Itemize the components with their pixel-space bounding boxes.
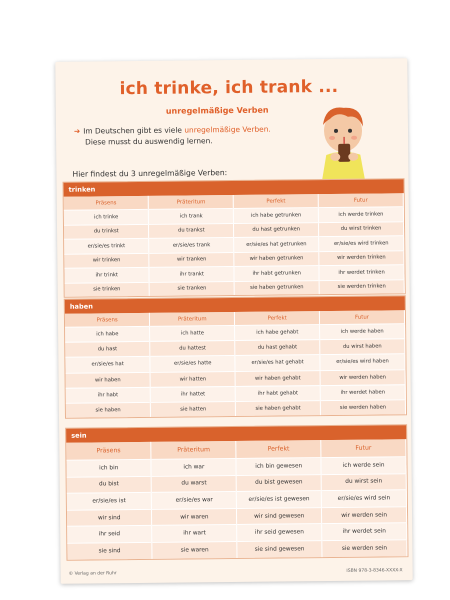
column-header: Präteritum: [151, 441, 236, 459]
table-cell: sie trinken: [65, 282, 150, 297]
column-header: Perfekt: [236, 440, 321, 458]
table-cell: sie haben getrunken: [234, 280, 319, 295]
table-cell: er/sie/es wird haben: [320, 354, 405, 370]
table-cell: ihr trinkt: [64, 267, 149, 282]
table-cell: wir haben: [66, 372, 151, 388]
table-cell: wir haben getrunken: [234, 251, 319, 266]
column-header: Perfekt: [233, 194, 318, 208]
table-cell: er/sie/es hatte: [150, 356, 235, 372]
table-row: [67, 540, 407, 560]
table-cell: sie werden trinken: [319, 279, 404, 294]
table-cell: er/sie/es hat gehabt: [235, 355, 320, 371]
column-header: Präsens: [65, 313, 150, 327]
intro-highlight: unregelmäßige Verben.: [184, 124, 271, 135]
table-cell: ihr seid: [67, 526, 152, 543]
table-cell: ihr werdet trinken: [319, 265, 404, 280]
conjugation-table: [64, 193, 405, 297]
table-cell: du wirst haben: [320, 339, 405, 355]
section-title: trinken: [64, 179, 404, 197]
table-cell: ich war: [151, 458, 236, 475]
section-sein: [65, 424, 408, 560]
table-cell: du bist: [67, 476, 152, 493]
table-cell: ihr werdet sein: [322, 523, 407, 540]
table-cell: ihr hattet: [151, 386, 236, 402]
table-row: [66, 400, 406, 418]
conjugation-table: [65, 310, 406, 418]
table-cell: ihr habt gehabt: [235, 385, 320, 401]
table-cell: sie sind: [67, 542, 152, 559]
table-cell: ich bin: [66, 459, 151, 476]
column-header: Präteritum: [150, 312, 235, 326]
table-row: [65, 279, 405, 297]
table-cell: sie haben: [66, 402, 151, 418]
intro-part-1: Im Deutschen gibt es viele: [83, 125, 185, 136]
table-cell: du warst: [151, 475, 236, 492]
table-cell: ich habe: [65, 326, 150, 342]
boy-drinking-illustration: [308, 98, 379, 189]
table-cell: er/sie/es wird trinken: [319, 236, 404, 251]
table-cell: sie waren: [152, 541, 237, 558]
table-cell: ihr habt: [66, 387, 151, 403]
table-cell: sie werden sein: [322, 540, 407, 557]
table-cell: er/sie/es war: [152, 492, 237, 509]
table-cell: du bist gewesen: [236, 474, 321, 491]
poster-title: ich trinke, ich trank ...: [119, 76, 339, 100]
poster: [55, 58, 412, 584]
table-cell: du hast gehabt: [235, 340, 320, 356]
table-cell: ihr wart: [152, 525, 237, 542]
table-cell: ich trank: [149, 208, 234, 223]
arrow-icon: ➔: [73, 126, 81, 136]
section-haben: [64, 295, 407, 419]
table-cell: ich werde trinken: [318, 207, 403, 222]
section-title: haben: [65, 296, 405, 314]
column-header: Perfekt: [235, 311, 320, 325]
table-cell: ihr habt getrunken: [234, 266, 319, 281]
table-cell: ich habe getrunken: [234, 208, 319, 223]
table-cell: ich bin gewesen: [236, 458, 321, 475]
section-trinken: [63, 178, 406, 298]
column-header: Präsens: [66, 442, 151, 460]
table-cell: er/sie/es ist: [67, 493, 152, 510]
poster-subtitle: unregelmäßige Verben: [165, 105, 269, 116]
table-cell: du hattest: [150, 341, 235, 357]
table-cell: ich werde haben: [320, 324, 405, 340]
intro-text: [74, 123, 344, 148]
table-cell: wir tranken: [149, 252, 234, 267]
table-cell: sie werden haben: [320, 400, 405, 416]
table-cell: du hast: [65, 342, 150, 358]
table-cell: wir sind: [67, 509, 152, 526]
table-cell: er/sie/es trinkt: [64, 238, 149, 253]
table-cell: wir haben gehabt: [235, 370, 320, 386]
column-header: Präteritum: [149, 195, 234, 209]
table-cell: du trankst: [149, 223, 234, 238]
table-cell: ihr trankt: [149, 266, 234, 281]
table-cell: sie haben gehabt: [236, 401, 321, 417]
table-cell: sie tranken: [149, 281, 234, 296]
column-header: Präsens: [64, 196, 149, 210]
publisher-footer: © Verlag an der Ruhr: [68, 571, 117, 577]
table-cell: er/sie/es wird sein: [321, 490, 406, 507]
table-cell: du trinkst: [64, 224, 149, 239]
table-cell: wir sind gewesen: [237, 507, 322, 524]
table-cell: ich hatte: [150, 325, 235, 341]
hint-text: Hier findest du 3 unregelmäßige Verben:: [72, 168, 228, 179]
column-header: Futur: [320, 310, 405, 324]
table-cell: du wirst trinken: [319, 221, 404, 236]
intro-part-2: Diese musst du auswendig lernen.: [85, 136, 213, 147]
table-cell: ihr seid gewesen: [237, 524, 322, 541]
table-cell: du wirst sein: [321, 473, 406, 490]
table-cell: wir werden haben: [320, 369, 405, 385]
table-cell: wir waren: [152, 508, 237, 525]
table-cell: er/sie/es hat: [65, 357, 150, 373]
table-cell: er/sie/es hat getrunken: [234, 237, 319, 252]
table-cell: wir trinken: [64, 253, 149, 268]
table-cell: er/sie/es trank: [149, 237, 234, 252]
table-cell: ihr werdet haben: [320, 384, 405, 400]
conjugation-table: [66, 439, 407, 559]
table-cell: wir werden trinken: [319, 250, 404, 265]
table-cell: sie sind gewesen: [237, 541, 322, 558]
table-cell: ich werde sein: [321, 457, 406, 474]
section-title: sein: [66, 425, 406, 443]
table-cell: er/sie/es ist gewesen: [237, 491, 322, 508]
isbn-text: ISBN 978-3-8346-XXXX-X: [346, 568, 403, 574]
table-cell: ich trinke: [64, 209, 149, 224]
table-cell: sie hatten: [151, 401, 236, 417]
table-cell: ich habe gehabt: [235, 325, 320, 341]
column-header: Futur: [318, 193, 403, 207]
table-cell: du hast getrunken: [234, 222, 319, 237]
column-header: Futur: [321, 439, 406, 457]
table-cell: wir hatten: [150, 371, 235, 387]
table-cell: wir werden sein: [322, 506, 407, 523]
